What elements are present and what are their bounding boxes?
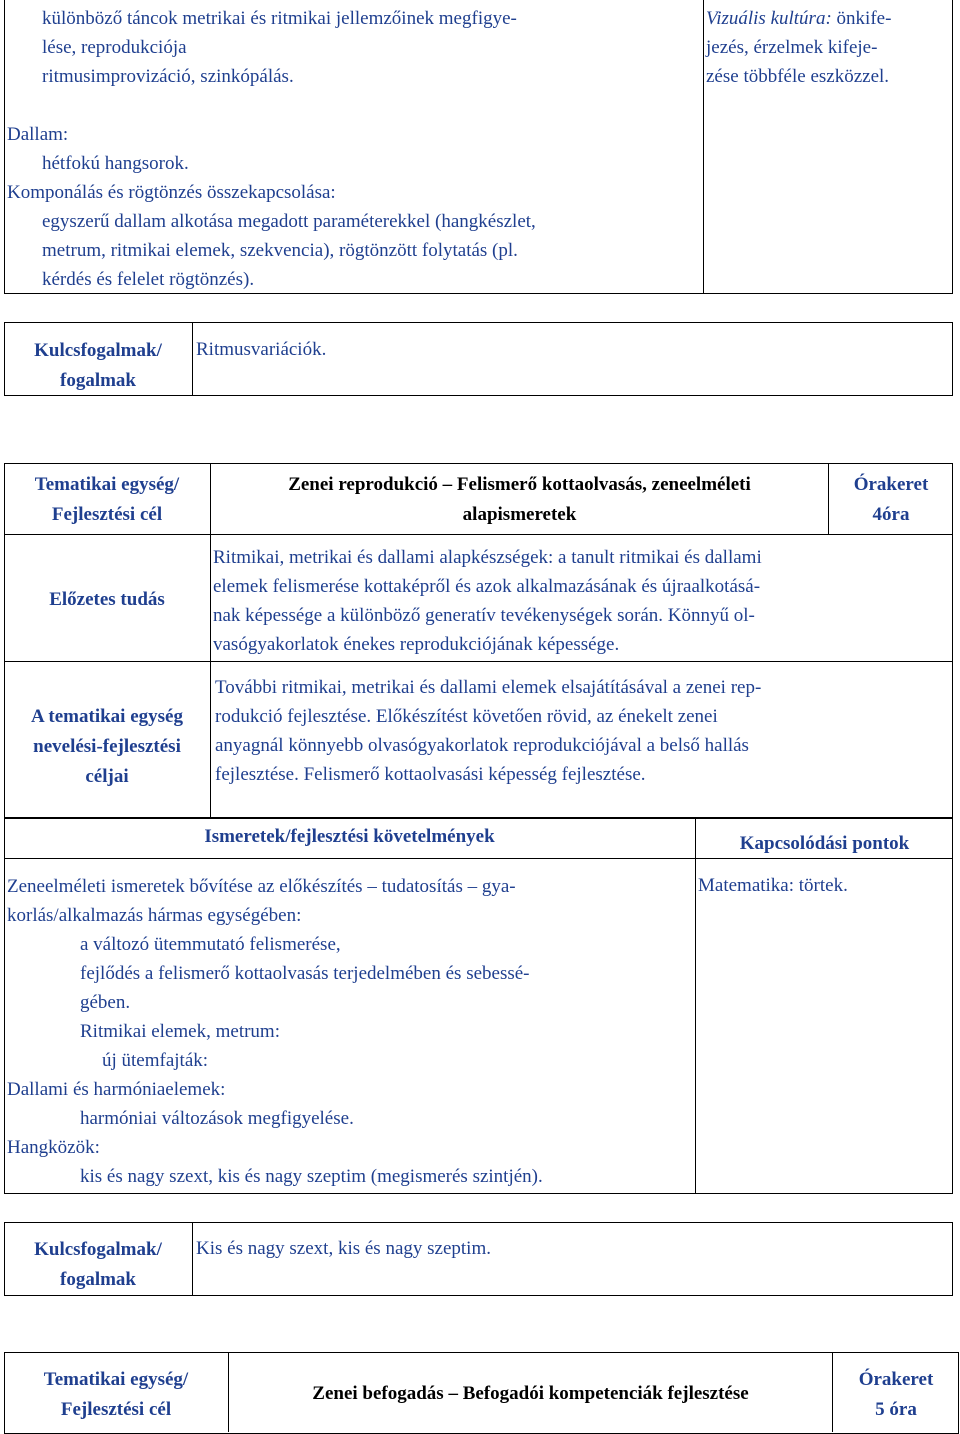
goals-text — [215, 673, 761, 789]
text-line: különböző táncok metrikai és ritmikai jellemzőinek megfigye- — [42, 8, 517, 29]
text-line: Zeneelméleti ismeretek bővítése az előkészítés – tudatosítás – gya- — [7, 876, 516, 897]
goals-label — [4, 702, 210, 792]
rhythm-label: Ritmikai elemek, metrum: — [80, 1021, 280, 1042]
text-line: jezés, érzelmek kifeje- — [706, 37, 878, 58]
text-fragment: önkife- — [831, 8, 892, 29]
text-line: korlás/alkalmazás hármas egységében: — [7, 905, 302, 926]
intervals-label: Hangközök: — [7, 1137, 100, 1158]
text-line: fejlesztése. Felismerő kottaolvasási képesség fejlesztése. — [215, 764, 646, 785]
list-item: fejlődés a felismerő kottaolvasás terjedelmében és sebessé- — [80, 963, 530, 984]
requirements-text — [7, 872, 543, 1191]
label-line: Tematikai egység/ — [34, 474, 180, 495]
row-divider — [4, 534, 953, 535]
subject-name: Vizuális kultúra: — [706, 8, 832, 29]
hours-value: 5 óra — [875, 1399, 917, 1420]
harmony-label: Dallami és harmóniaelemek: — [7, 1079, 226, 1100]
column-divider — [192, 1222, 193, 1296]
keywords-value: Ritmusvariációk. — [196, 339, 327, 360]
column-divider — [695, 817, 696, 1194]
text-line: További ritmikai, metrikai és dallami elemek elsajátításával a zenei rep- — [215, 677, 762, 698]
intervals-item: kis és nagy szext, kis és nagy szeptim (megismerés szintjén). — [80, 1166, 543, 1187]
harmony-item: harmóniai változások megfigyelése. — [80, 1108, 354, 1129]
label-line: Kulcsfogalmak/ — [34, 340, 162, 361]
text-line: rodukció fejlesztése. Előkészítést követően rövid, az énekelt zenei — [215, 706, 718, 727]
hours-box — [833, 1365, 959, 1425]
theme-label — [4, 470, 210, 530]
text-line: Ritmikai, metrikai és dallami alapkészségek: a tanult ritmikai és dallami — [213, 547, 762, 568]
label-line: A tematikai egység — [31, 706, 183, 727]
keywords-label — [4, 1235, 192, 1295]
label-line: nevelési-fejlesztési — [33, 736, 181, 757]
list-item: a változó ütemmutató felismerése, — [80, 934, 341, 955]
prior-knowledge-text — [213, 543, 762, 659]
keywords-value: Kis és nagy szext, kis és nagy szeptim. — [196, 1238, 491, 1259]
label-line: Tematikai egység/ — [43, 1369, 189, 1390]
composition-line: metrum, ritmikai elemek, szekvencia), rögtönzött folytatás (pl. — [42, 240, 518, 261]
label-line: fogalmak — [60, 1269, 136, 1290]
text-line: lése, reprodukciója — [42, 37, 187, 58]
label-line: fogalmak — [60, 370, 136, 391]
title-line: alapismeretek — [462, 504, 577, 525]
dance-text — [42, 4, 517, 91]
text-line: nak képessége a különböző generatív tevékenységek során. Könnyű ol- — [213, 605, 755, 626]
row-divider — [4, 661, 953, 662]
text-line: vasógyakorlatok énekes reprodukciójának képessége. — [213, 634, 620, 655]
hours-box — [829, 470, 953, 530]
label-line: Fejlesztési cél — [51, 504, 163, 525]
list-item: gében. — [80, 992, 131, 1013]
text-line: elemek felismerése kottaképről és azok alkalmazásának és újraalkotásá- — [213, 576, 761, 597]
label-line: céljai — [85, 766, 129, 787]
hours-value: 4óra — [872, 504, 910, 525]
column-divider — [192, 322, 193, 396]
label-line: Fejlesztési cél — [60, 1399, 172, 1420]
composition-line: egyszerű dallam alkotása megadott paraméterekkel (hangkészlet, — [42, 211, 536, 232]
hours-label: Órakeret — [853, 474, 929, 495]
melody-section — [7, 120, 536, 294]
title-line: Zenei reprodukció – Felismerő kottaolvasás, zeneelméleti — [288, 474, 751, 495]
composition-line: kérdés és felelet rögtönzés). — [42, 269, 255, 290]
rhythm-item: új ütemfajták: — [102, 1050, 209, 1071]
melody-item: hétfokú hangsorok. — [42, 153, 189, 174]
column-divider — [703, 0, 704, 294]
theme-label — [4, 1365, 228, 1425]
prior-knowledge-label: Előzetes tudás — [49, 589, 165, 610]
melody-label: Dallam: — [7, 124, 69, 145]
text-line: ritmusimprovizáció, szinkópálás. — [42, 66, 294, 87]
text-line: anyagnál könnyebb olvasógyakorlatok reprodukciójával a belső hallás — [215, 735, 749, 756]
connection-text — [706, 4, 891, 91]
text-line: zése többféle eszközzel. — [706, 66, 890, 87]
connections-header: Kapcsolódási pontok — [739, 833, 910, 854]
label-line: Kulcsfogalmak/ — [34, 1239, 162, 1260]
composition-label: Komponálás és rögtönzés összekapcsolása: — [7, 182, 336, 203]
hours-label: Órakeret — [858, 1369, 934, 1390]
keywords-label — [4, 336, 192, 396]
unit-title — [211, 470, 828, 530]
requirements-header: Ismeretek/fejlesztési követelmények — [204, 826, 495, 847]
connection-item: Matematika: törtek. — [698, 875, 848, 896]
unit-title: Zenei befogadás – Befogadói kompetenciák fejlesztése — [312, 1383, 749, 1404]
